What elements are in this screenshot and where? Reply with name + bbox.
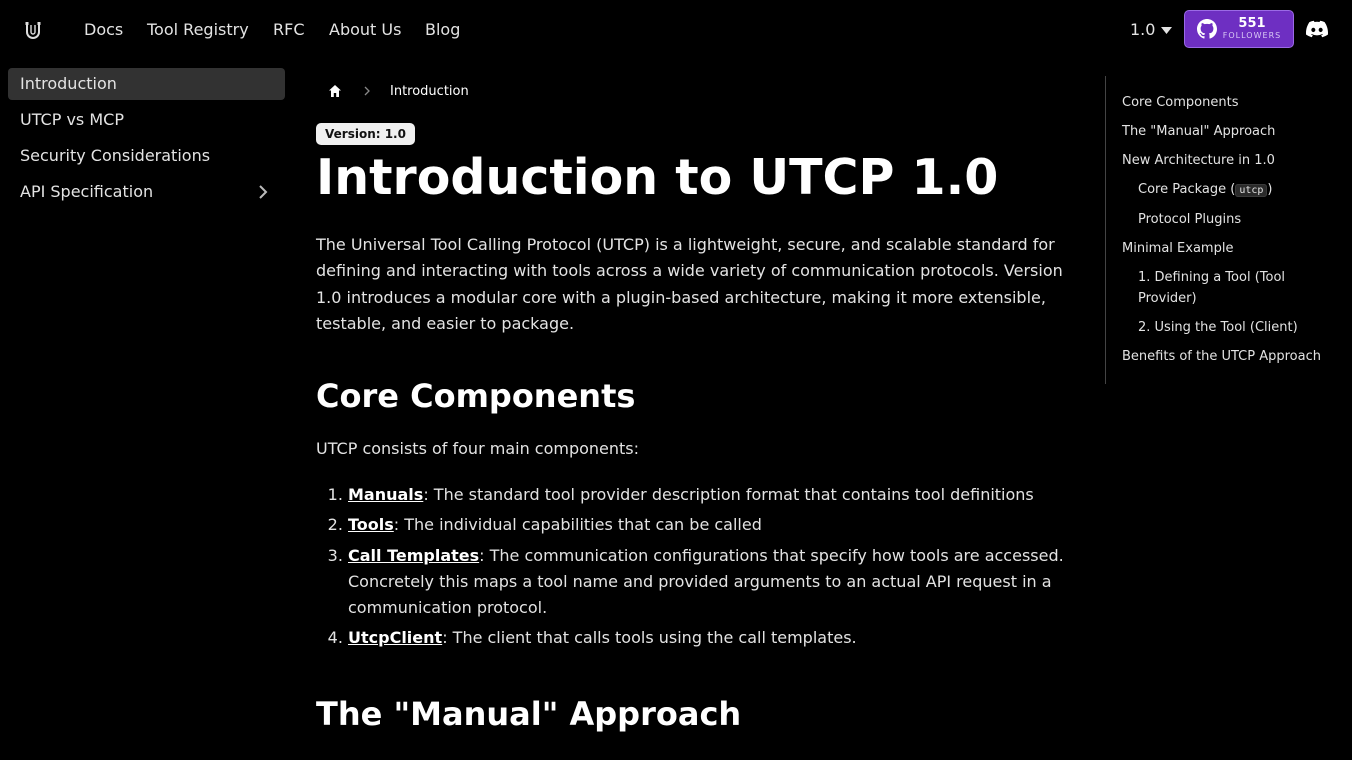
discord-icon[interactable]: [1306, 20, 1328, 38]
sidebar-item-introduction[interactable]: [8, 68, 285, 100]
link-manuals[interactable]: Manuals: [348, 485, 424, 504]
chevron-right-icon[interactable]: [255, 184, 271, 200]
intro-paragraph: The Universal Tool Calling Protocol (UTCP) is a lightweight, secure, and scalable standard for defining and interacting with tools across a wide variety of communication protocols. Version 1.0 introduces a modular core with a plugin-based architecture, making it more extensible, testable, and easier to package.: [316, 235, 1063, 333]
nav-link-tool-registry[interactable]: Tool Registry: [147, 20, 249, 39]
sidebar: [8, 68, 285, 212]
version-dropdown[interactable]: [1130, 19, 1172, 41]
nav-link-about-us[interactable]: About Us: [329, 20, 402, 39]
version-badge: Version: 1.0: [316, 123, 415, 145]
component-desc: : The communication configurations that specify how tools are accessed. Concretely this maps a tool name and provided arguments to an actual API request in a communication protocol.: [348, 545, 1064, 618]
link-tools[interactable]: Tools: [348, 515, 394, 535]
core-components-lead: UTCP consists of four main components:: [316, 439, 640, 458]
toc-item-new-architecture[interactable]: New Architecture in 1.0: [1122, 153, 1275, 168]
page-title: Introduction to UTCP 1.0: [316, 149, 999, 206]
github-followers-button[interactable]: [1184, 10, 1294, 48]
link-call-templates[interactable]: Call Templates: [348, 545, 480, 565]
version-dropdown-label: 1.0: [1130, 20, 1156, 39]
sidebar-item-api-specification[interactable]: [8, 176, 285, 208]
toc-item-benefits[interactable]: Benefits of the UTCP Approach: [1122, 349, 1321, 364]
nav-link-docs[interactable]: Docs: [84, 20, 124, 39]
github-count: 551: [1238, 16, 1266, 31]
toc-item-core-components[interactable]: Core Components: [1122, 95, 1239, 110]
chevron-right-icon: [362, 86, 372, 96]
table-of-contents: [1105, 76, 1346, 384]
toc-item-core-package[interactable]: [1138, 179, 1272, 201]
nav-link-blog[interactable]: Blog: [425, 20, 461, 39]
sidebar-item-label: Security Considerations: [20, 146, 211, 165]
sidebar-item-label: API Specification: [20, 182, 154, 201]
github-count-label: FOLLOWERS: [1222, 31, 1282, 40]
component-desc: : The client that calls tools using the call templates.: [442, 628, 857, 648]
toc-code: utcp: [1235, 184, 1267, 197]
toc-item-using-tool[interactable]: 2. Using the Tool (Client): [1138, 320, 1298, 335]
component-desc: : The individual capabilities that can be called: [393, 515, 762, 535]
toc-item-label: Core Package (: [1138, 182, 1236, 197]
heading-core-components: Core Components: [316, 377, 636, 415]
navbar: [0, 0, 1352, 60]
breadcrumb-home[interactable]: [320, 76, 350, 106]
toc-item-minimal-example[interactable]: Minimal Example: [1122, 241, 1234, 256]
list-item: [348, 543, 1108, 622]
nav-link-rfc[interactable]: RFC: [273, 20, 305, 39]
home-icon: [328, 84, 342, 98]
toc-item-manual-approach[interactable]: The "Manual" Approach: [1122, 124, 1276, 139]
caret-down-icon: [1161, 27, 1172, 34]
sidebar-item-label: UTCP vs MCP: [20, 110, 124, 129]
utcp-logo-icon[interactable]: [22, 19, 44, 41]
heading-manual-approach: The "Manual" Approach: [316, 695, 742, 733]
toc-item-suffix: ): [1267, 182, 1273, 197]
list-item: [348, 625, 1108, 651]
breadcrumb-current: Introduction: [390, 83, 469, 99]
component-desc: : The standard tool provider description format that contains tool definitions: [423, 485, 1034, 504]
toc-item-defining-tool[interactable]: 1. Defining a Tool (Tool Provider): [1138, 270, 1286, 306]
breadcrumb: [316, 76, 475, 106]
sidebar-item-security-considerations[interactable]: [8, 140, 285, 172]
github-follower-count: [1185, 17, 1293, 41]
list-item: [348, 482, 1108, 508]
components-list: [316, 482, 1108, 656]
toc-item-protocol-plugins[interactable]: Protocol Plugins: [1138, 212, 1242, 227]
list-item: [348, 512, 1108, 538]
link-utcpclient[interactable]: UtcpClient: [348, 628, 443, 648]
sidebar-item-utcp-vs-mcp[interactable]: [8, 104, 285, 136]
sidebar-item-label: Introduction: [20, 74, 117, 93]
